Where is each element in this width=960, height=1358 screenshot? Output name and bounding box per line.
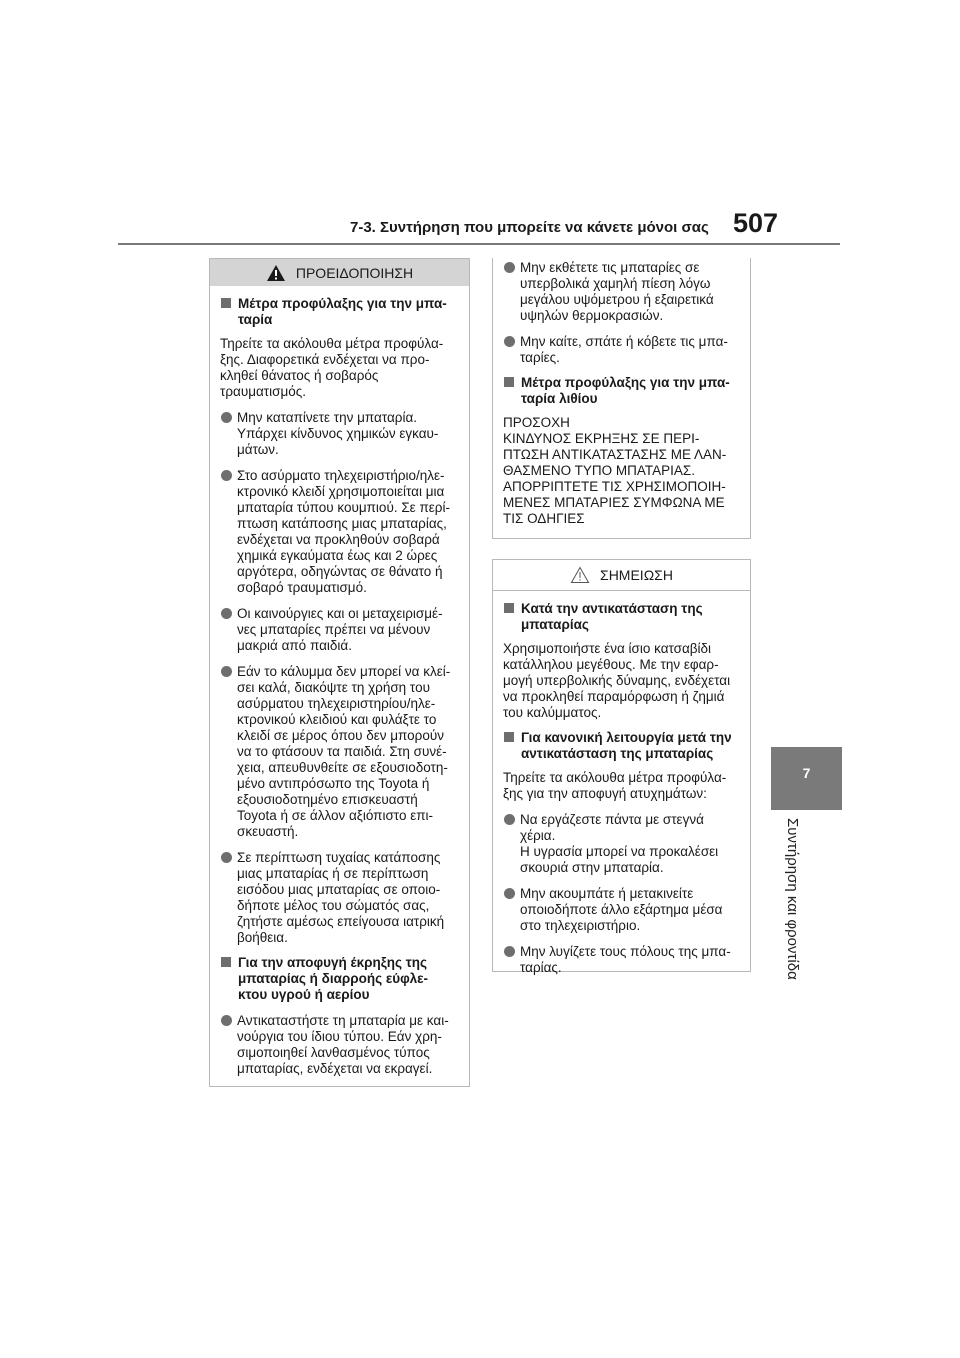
paragraph [503,641,742,721]
subheading [220,296,461,328]
bullet-item [503,944,742,976]
paragraph [220,336,461,400]
bullet-text: Να εργάζεστε πάντα με στεγνά χέρια. Η υγρασία μπορεί να προκαλέσει σκουριά στην μπαταρία. [520,812,719,875]
warning-triangle-icon [266,264,286,282]
paragraph-text: Τηρείτε τα ακόλουθα μέτρα προφύλα- ξης. Διαφορετικά ενδέχεται να προ- κληθεί θάνατος ή σοβαρός τραυματισμός. [220,336,444,399]
bullet-item [220,606,461,654]
page-number: 507 [733,208,779,238]
note-box-body [493,601,750,976]
warning-box [209,258,470,1087]
bullet-item [220,468,461,596]
note-box-title: ΣΗΜΕΙΩΣΗ [600,567,673,583]
subheading-text: Για την αποφυγή έκρηξης της μπαταρίας ή διαρροής εύφλε- κτου υγρού ή αερίου [238,955,429,1002]
paragraph-text: ΠΡΟΣΟΧΗ ΚΙΝΔΥΝΟΣ ΕΚΡΗΞΗΣ ΣΕ ΠΕΡΙ- ΠΤΩΣΗ ΑΝΤΙΚΑΤΑΣΤΑΣΗΣ ΜΕ ΛΑΝ- ΘΑΣΜΕΝΟ ΤΥΠΟ ΜΠΑΤΑΡΙΑΣ. ΑΠΟΡΡΙΠΤΕΤΕ ΤΙΣ ΧΡΗΣΙΜΟΠΟΙΗ- ΜΕΝΕΣ ΜΠΑΤΑΡΙΕΣ ΣΥΜΦΩΝΑ ΜΕ ΤΙΣ ΟΔΗΓΙΕΣ [503,415,727,526]
chapter-label [784,818,804,988]
bullet-text: Οι καινούργιες και οι μεταχειρισμέ- νες μπαταρίες πρέπει να μένουν μακριά από παιδιά. [237,606,443,653]
bullet-dot-icon [504,814,515,825]
bullet-text: Στο ασύρματο τηλεχειριστήριο/ηλε- κτρονικό κλειδί χρησιμοποιείται μια μπαταρία τύπου κουμπιού. Σε περί- πτωση κατάποσης μιας μπαταρίας, ενδέχεται να προκληθούν σοβαρά χημικά εγκαύματα έως και 2 ώρες αργότερα, οδηγώντας σε θάνατο ή σοβαρό τραυματισμό. [237,468,450,595]
paragraph-text: Χρησιμοποιήστε ένα ίσιο κατσαβίδι κατάλληλου μεγέθους. Με την εφαρ- μογή υπερβολικής δύναμης, ενδέχεται να προκληθεί παραμόρφωση ή ζημιά του καλύμματος. [503,641,731,720]
subheading [503,375,742,407]
bullet-dot-icon [221,470,232,481]
bullet-dot-icon [221,852,232,863]
note-box [492,559,751,975]
bullet-dot-icon [221,1015,232,1026]
subheading-text: Για κανονική λειτουργία μετά την αντικατάσταση της μπαταρίας [521,730,732,761]
warning-box-body [210,296,469,1077]
header-divider [118,243,840,245]
bullet-text: Μην εκθέτετε τις μπαταρίες σε υπερβολικά χαμηλή πίεση λόγω μεγάλου υψόμετρου ή εξαιρετικά υψηλών θερμοκρασιών. [520,260,714,323]
note-box-header [493,560,750,591]
bullet-text: Μην λυγίζετε τους πόλους της μπα- ταρίας. [520,944,731,975]
subheading [220,955,461,1003]
bullet-dot-icon [221,608,232,619]
chapter-tab [771,747,842,810]
bullet-item [503,334,742,366]
subheading-text: Μέτρα προφύλαξης για την μπα- ταρία λιθίου [521,375,730,406]
chapter-label-text: Συντήρηση και φροντίδα [784,818,801,980]
section-title: 7-3. Συντήρηση που μπορείτε να κάνετε μόνοι σας [350,219,709,236]
bullet-dot-icon [504,888,515,899]
bullet-dot-icon [504,336,515,347]
bullet-item [503,812,742,876]
bullet-item [220,410,461,458]
warning-continued-body [493,260,750,527]
bullet-dot-icon [221,412,232,423]
bullet-item [503,260,742,324]
subheading [503,730,742,762]
bullet-text: Αντικαταστήστε τη μπαταρία με και- νούργια του ίδιου τύπου. Εάν χρη- σιμοποιηθεί λανθασμένος τύπος μπαταρίας, ενδέχεται να εκραγεί. [237,1013,449,1076]
bullet-text: Μην καταπίνετε την μπαταρία. Υπάρχει κίνδυνος χημικών εγκαυ- μάτων. [237,410,439,457]
bullet-text: Σε περίπτωση τυχαίας κατάποσης μιας μπαταρίας ή σε περίπτωση εισόδου μιας μπαταρίας σε οποιο- δήποτε μέλος του σώματός σας, ζητήστε αμέσως επείγουσα ιατρική βοήθεια. [237,850,445,945]
bullet-item [220,664,461,840]
chapter-number: 7 [802,765,811,781]
bullet-item [220,1013,461,1077]
paragraph [503,770,742,802]
warning-box-continued [492,258,751,539]
subheading [503,601,742,633]
warning-box-header [210,259,469,286]
bullet-item [220,850,461,946]
caution-triangle-outline-icon [570,566,590,584]
bullet-item [503,886,742,934]
bullet-text: Μην ακουμπάτε ή μετακινείτε οποιοδήποτε άλλο εξάρτημα μέσα στο τηλεχειριστήριο. [520,886,723,933]
bullet-text: Μην καίτε, σπάτε ή κόβετε τις μπα- ταρίες. [520,334,728,365]
subheading-text: Κατά την αντικατάσταση της μπαταρίας [521,601,703,632]
subheading-text: Μέτρα προφύλαξης για την μπα- ταρία [238,296,447,327]
bullet-dot-icon [504,946,515,957]
bullet-dot-icon [221,666,232,677]
bullet-dot-icon [504,262,515,273]
paragraph-text: Τηρείτε τα ακόλουθα μέτρα προφύλα- ξης για την αποφυγή ατυχημάτων: [503,770,727,801]
paragraph [503,415,742,527]
warning-box-title: ΠΡΟΕΙΔΟΠΟΙΗΣΗ [295,264,414,281]
bullet-text: Εάν το κάλυμμα δεν μπορεί να κλεί- σει καλά, διακόψτε τη χρήση του ασύρματου τηλεχειριστηρίου/ηλε- κτρονικού κλειδιού και φυλάξτε το κλειδί σε μέρος όπου δεν μπορούν να το φτάσουν τα παιδιά. Στη συνέ- χεια, απευθυνθείτε σε εξουσιοδοτη- μένο αντιπρόσωπο της Toyota ή εξουσιοδοτημένο επισκευαστή Toyota ή σε άλλον αξιόπιστο επι- σκευαστή. [237,664,451,839]
